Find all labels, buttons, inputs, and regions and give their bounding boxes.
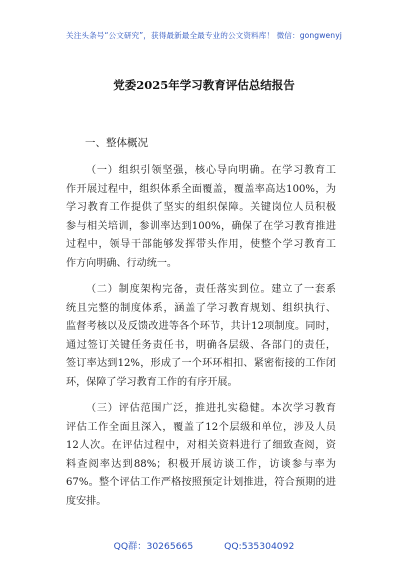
paragraph-2 xyxy=(66,281,336,392)
paragraph-line: 通过签订关键任务责任书，明确各层级、各部门的责任， xyxy=(66,339,336,351)
section-heading: 一、整体概况 xyxy=(85,137,148,149)
paragraph-line: 过程中，领导干部能够发挥带头作用，使整个学习教育工 xyxy=(66,239,336,250)
paragraph-line: 签订率达到12%，形成了一个环环相扣、紧密衔接的工作闭 xyxy=(66,358,336,369)
footer-qq-group: QQ群：30265665 xyxy=(113,541,194,552)
paragraph-line: 参与相关培训，参训率达到100%，确保了在学习教育推进 xyxy=(66,220,336,232)
paragraph-line: 12人次。在评估过程中，对相关资料进行了细致查阅，资 xyxy=(66,440,336,451)
paragraph-line: （三）评估范围广泛，推进扎实稳健。本次学习教育 xyxy=(86,403,336,414)
document-title: 党委2025年学习教育评估总结报告 xyxy=(113,78,295,92)
paragraph-line: 作开展过程中，组织体系全面覆盖，覆盖率高达100%，为 xyxy=(66,183,336,195)
paragraph-line: （二）制度架构完备，责任落实到位。建立了一套系 xyxy=(86,284,336,295)
paragraph-line: 监督考核以及反馈改进等各个环节，共计12项制度。同时， xyxy=(66,321,336,332)
paragraph-line: 环，保障了学习教育工作的有序开展。 xyxy=(66,376,238,388)
paragraph-line: 67%。整个评估工作严格按照预定计划推进，符合预期的进 xyxy=(66,477,336,488)
paragraph-line: 统且完整的制度体系，涵盖了学习教育规划、组织执行、 xyxy=(66,302,336,314)
paragraph-line: 评估工作全面且深入，覆盖了12个层级和单位，涉及人员 xyxy=(66,421,336,433)
document-body xyxy=(66,162,336,519)
paragraph-line: 度安排。 xyxy=(66,495,107,507)
header-promo-note: 关注头条号“公文研究”，获得最新最全最专业的公文资料库！ 微信：gongwenyj xyxy=(66,31,342,40)
paragraph-3 xyxy=(66,400,336,511)
paragraph-line: 作方向明确、行动统一。 xyxy=(66,257,178,269)
paragraph-line: 学习教育工作提供了坚实的组织保障。关键岗位人员积极 xyxy=(66,202,336,213)
paragraph-line: 料查阅率达到88%；积极开展访谈工作，访谈参与率为 xyxy=(66,458,336,470)
footer-qq-number: QQ:535304092 xyxy=(224,541,295,552)
paragraph-1 xyxy=(66,162,336,273)
footer-contact xyxy=(0,538,408,552)
paragraph-line: （一）组织引领坚强，核心导向明确。在学习教育工 xyxy=(86,165,336,176)
